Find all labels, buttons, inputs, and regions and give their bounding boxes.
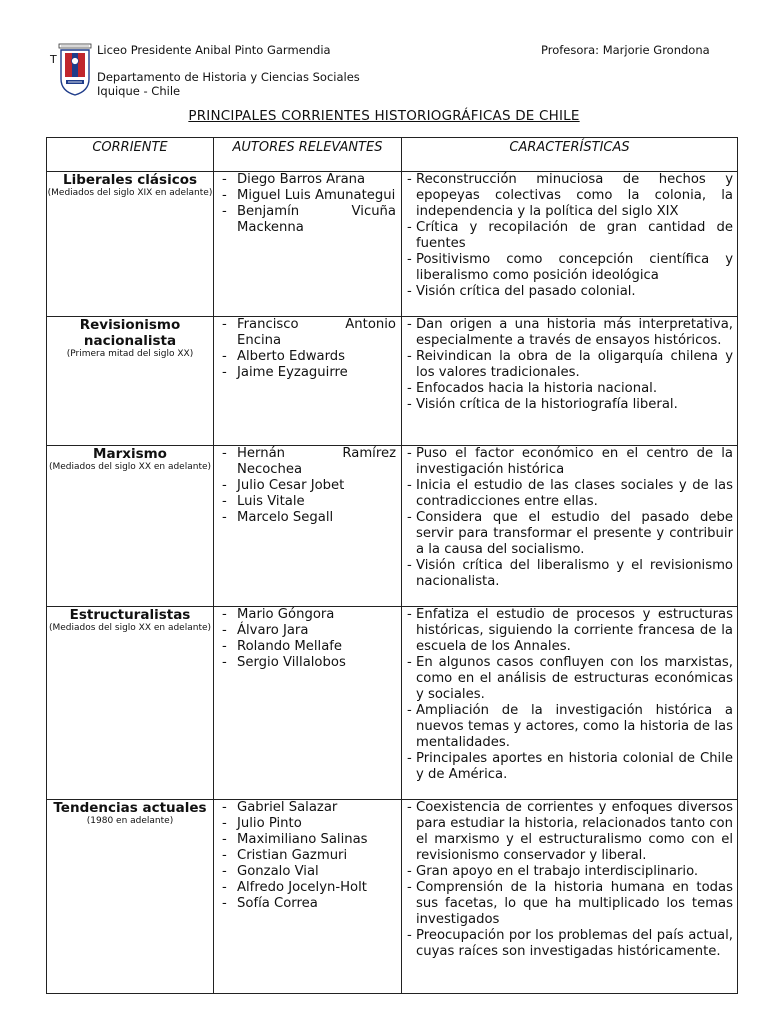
feature-item: - Visión crítica del pasado colonial. <box>402 284 737 300</box>
author-item: - Sofía Correa <box>214 896 401 912</box>
teacher-name: Profesora: Marjorie Grondona <box>541 43 710 57</box>
author-item: - Álvaro Jara <box>214 623 401 639</box>
features-cell <box>402 607 738 800</box>
corriente-cell <box>47 446 214 607</box>
author-item: - Maximiliano Salinas <box>214 832 401 848</box>
authors-cell <box>214 317 402 446</box>
author-item: - Hernán Ramírez Necochea <box>214 446 401 478</box>
feature-item: - Preocupación por los problemas del país actual, cuyas raíces son investigadas históricamente. <box>402 928 737 960</box>
logo-mark: T <box>50 53 57 66</box>
feature-item: - En algunos casos confluyen con los marxistas, como en el análisis de estructuras económicas y sociales. <box>402 655 737 703</box>
school-crest-icon <box>58 43 92 96</box>
feature-item: - Puso el factor económico en el centro de la investigación histórica <box>402 446 737 478</box>
document-header <box>0 0 768 104</box>
feature-item: - Enfatiza el estudio de procesos y estructuras históricas, siguiendo la corriente francesa de la escuela de los Annales. <box>402 607 737 655</box>
column-header-corriente: CORRIENTE <box>47 138 214 172</box>
corriente-period: (Mediados del siglo XIX en adelante) <box>47 188 213 198</box>
author-item: - Cristian Gazmuri <box>214 848 401 864</box>
author-item: - Jaime Eyzaguirre <box>214 365 401 381</box>
corriente-cell <box>47 800 214 994</box>
author-item: - Marcelo Segall <box>214 510 401 526</box>
author-item: - Gonzalo Vial <box>214 864 401 880</box>
author-item: - Sergio Villalobos <box>214 655 401 671</box>
historiography-table <box>46 137 738 994</box>
author-item: - Diego Barros Arana <box>214 172 401 188</box>
feature-item: - Comprensión de la historia humana en todas sus facetas, lo que ha multiplicado los temas investigados <box>402 880 737 928</box>
author-item: - Alberto Edwards <box>214 349 401 365</box>
feature-item: - Dan origen a una historia más interpretativa, especialmente a través de ensayos históricos. <box>402 317 737 349</box>
feature-item: - Positivismo como concepción científica y liberalismo como posición ideológica <box>402 252 737 284</box>
feature-item: - Considera que el estudio del pasado debe servir para transformar el presente y contribuir a la causa del socialismo. <box>402 510 737 558</box>
corriente-name: Marxismo <box>93 446 167 462</box>
corriente-period: (Mediados del siglo XX en adelante) <box>48 623 212 633</box>
feature-item: - Enfocados hacia la historia nacional. <box>402 381 737 397</box>
feature-item: - Visión crítica de la historiografía liberal. <box>402 397 737 413</box>
column-header-autores: AUTORES RELEVANTES <box>214 138 402 172</box>
table-row <box>47 800 738 994</box>
features-cell <box>402 800 738 994</box>
table-row <box>47 172 738 317</box>
feature-item: - Visión crítica del liberalismo y el revisionismo nacionalista. <box>402 558 737 590</box>
author-item: - Julio Cesar Jobet <box>214 478 401 494</box>
features-cell <box>402 172 738 317</box>
department-block <box>97 70 360 98</box>
authors-cell <box>214 446 402 607</box>
table-header-row <box>47 138 738 172</box>
author-item: - Gabriel Salazar <box>214 800 401 816</box>
corriente-period: (Primera mitad del siglo XX) <box>66 349 194 359</box>
corriente-name: Estructuralistas <box>69 607 191 623</box>
feature-item: - Principales aportes en historia colonial de Chile y de América. <box>402 751 737 783</box>
author-item: - Luis Vitale <box>214 494 401 510</box>
author-item: - Miguel Luis Amunategui <box>214 188 401 204</box>
author-item: - Benjamín Vicuña Mackenna <box>214 204 401 236</box>
authors-cell <box>214 607 402 800</box>
corriente-cell <box>47 317 214 446</box>
author-item: - Alfredo Jocelyn-Holt <box>214 880 401 896</box>
corriente-name: Tendencias actuales <box>53 800 207 816</box>
feature-item: - Coexistencia de corrientes y enfoques diversos para estudiar la historia, relacionados tanto con el marxismo y el estructuralismo como con el revisionismo conservador y liberal. <box>402 800 737 864</box>
feature-item: - Reivindican la obra de la oligarquía chilena y los valores tradicionales. <box>402 349 737 381</box>
department-name: Departamento de Historia y Ciencias Sociales <box>97 70 360 84</box>
school-name: Liceo Presidente Anibal Pinto Garmendia <box>97 43 331 57</box>
feature-item: - Gran apoyo en el trabajo interdisciplinario. <box>402 864 737 880</box>
corriente-period: (Mediados del siglo XX en adelante) <box>48 462 212 472</box>
corriente-name: Revisionismo nacionalista <box>79 317 181 349</box>
author-item: - Francisco Antonio Encina <box>214 317 401 349</box>
feature-item: - Ampliación de la investigación histórica a nuevos temas y actores, como la historia de las mentalidades. <box>402 703 737 751</box>
feature-item: - Crítica y recopilación de gran cantidad de fuentes <box>402 220 737 252</box>
corriente-cell <box>47 607 214 800</box>
table-row <box>47 607 738 800</box>
features-cell <box>402 317 738 446</box>
authors-cell <box>214 172 402 317</box>
page-title: PRINCIPALES CORRIENTES HISTORIOGRÁFICAS DE CHILE <box>188 108 580 124</box>
feature-item: - Reconstrucción minuciosa de hechos y epopeyas colectivas como la colonia, la independencia y la política del siglo XIX <box>402 172 737 220</box>
corriente-name: Liberales clásicos <box>62 172 198 188</box>
table-row <box>47 317 738 446</box>
corriente-period: (1980 en adelante) <box>86 816 174 826</box>
features-cell <box>402 446 738 607</box>
authors-cell <box>214 800 402 994</box>
feature-item: - Inicia el estudio de las clases sociales y de las contradicciones entre ellas. <box>402 478 737 510</box>
author-item: - Julio Pinto <box>214 816 401 832</box>
corriente-cell <box>47 172 214 317</box>
author-item: - Mario Góngora <box>214 607 401 623</box>
table-row <box>47 446 738 607</box>
city-name: Iquique - Chile <box>97 84 181 98</box>
column-header-caracteristicas: CARACTERÍSTICAS <box>402 138 738 172</box>
author-item: - Rolando Mellafe <box>214 639 401 655</box>
